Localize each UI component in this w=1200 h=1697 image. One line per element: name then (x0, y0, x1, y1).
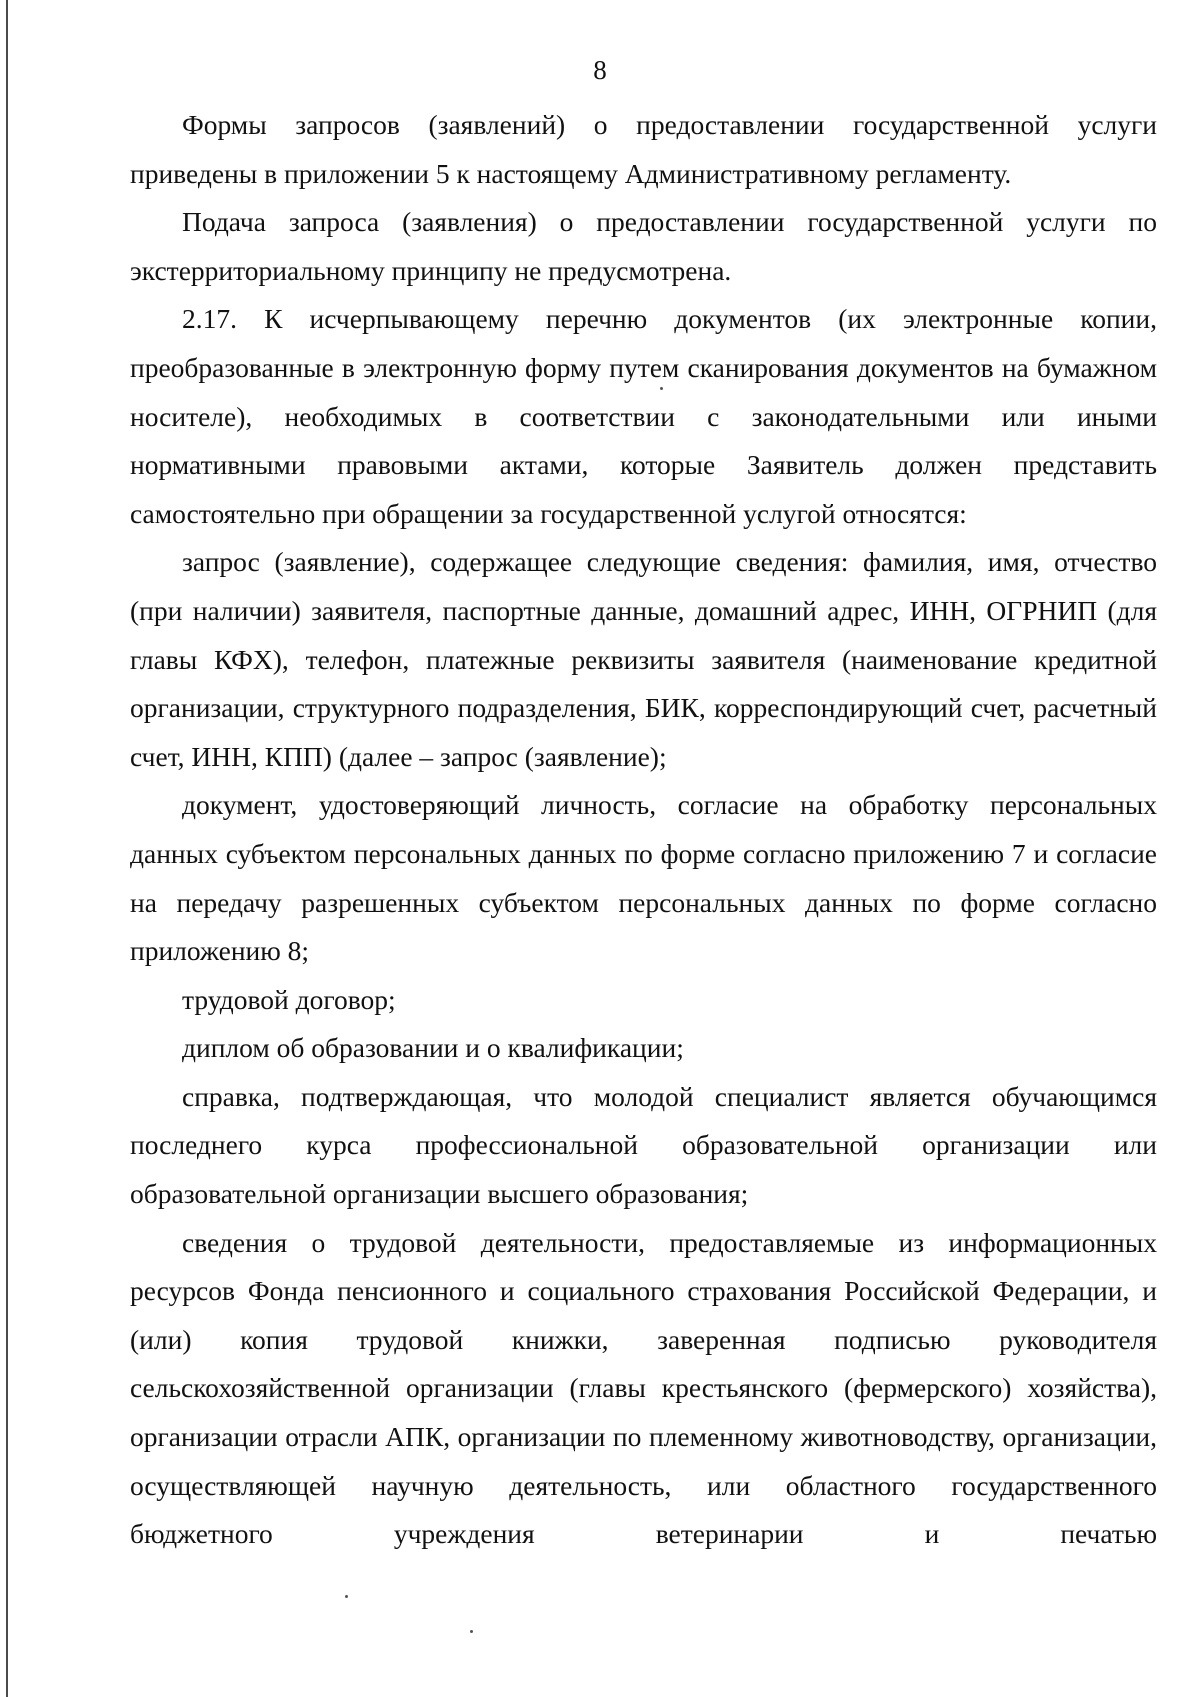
list-item-diploma: диплом об образовании и о квалификации; (182, 1032, 684, 1064)
list-item-identity-document: документ, удостоверяющий личность, согласие на обработку персональных данных субъектом персональных данных по форме согласно приложению 7 и согласие на передачу разрешенных субъектом персональных данных по форме согласно приложению 8; (130, 789, 1157, 967)
document-body (130, 101, 1157, 1559)
paragraph-extraterritorial: Подача запроса (заявления) о предоставлении государственной услуги по экстерриториальному принципу не предусмотрена. (130, 206, 1157, 286)
scan-edge-line (6, 0, 8, 1697)
list-item-student-certificate: справка, подтверждающая, что молодой специалист является обучающимся последнего курса профессиональной образовательной организации или образовательной организации высшего образования; (130, 1080, 1157, 1210)
scan-speck (470, 1630, 473, 1633)
scan-speck (660, 387, 663, 390)
scan-speck (345, 1595, 348, 1598)
list-item-request: запрос (заявление), содержащее следующие сведения: фамилия, имя, отчество (при наличии) заявителя, паспортные данные, домашний адрес, ИНН, ОГРНИП (для главы КФХ), телефон, платежные реквизиты заявителя (наименование кредитной организации, структурного подразделения, БИК, корреспондирующий счет, расчетный счет, ИНН, КПП) (далее – запрос (заявление); (130, 546, 1157, 772)
paragraph-forms-of-requests: Формы запросов (заявлений) о предоставлении государственной услуги приведены в приложении 5 к настоящему Административному регламенту. (130, 109, 1157, 189)
paragraph-2-17: 2.17. К исчерпывающему перечню документов (их электронные копии, преобразованные в электронную форму путем сканирования документов на бумажном носителе), необходимых в соответствии с законодательными или иными нормативными правовыми актами, которые Заявитель должен представить самостоятельно при обращении за государственной услугой относятся: (130, 303, 1157, 529)
list-item-employment-contract: трудовой договор; (182, 983, 396, 1015)
list-item-employment-records: сведения о трудовой деятельности, предоставляемые из информационных ресурсов Фонда пенсионного и социального страхования Российской Федерации, и (или) копия трудовой книжки, заверенная подписью руководителя сельскохозяйственной организации (главы крестьянского (фермерского) хозяйства), организации отрасли АПК, организации по племенному животноводству, организации, осуществляющей научную деятельность, или областного государственного бюджетного учреждения ветеринарии и печатью (130, 1226, 1157, 1550)
page-number: 8 (593, 55, 607, 85)
